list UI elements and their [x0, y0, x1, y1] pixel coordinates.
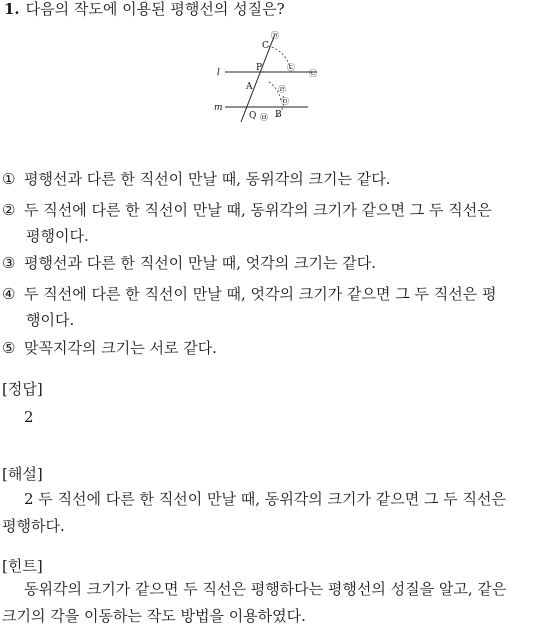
answer-value-row: [2, 404, 532, 431]
construction-diagram: [213, 26, 323, 126]
explanation-title: [해설]: [2, 465, 43, 483]
hint-line2: 크기의 각을 이동하는 작도 방법을 이용하였다.: [2, 607, 306, 625]
transversal-line: [241, 34, 275, 122]
explanation-line2: 평행하다.: [2, 517, 65, 535]
explanation-text: [2, 486, 532, 540]
circle-label-2: ㉡: [309, 69, 317, 78]
circle-label-4: ㉣: [278, 85, 286, 94]
option-5-text: 맞꼭지각의 크기는 서로 같다.: [24, 339, 217, 357]
option-4-text-line2: 행이다.: [26, 311, 75, 329]
circle-label-5: ㉤: [281, 97, 289, 106]
option-4-mark: ④: [2, 285, 16, 303]
label-C: C: [262, 41, 269, 51]
option-1-text: 평행선과 다른 한 직선이 만날 때, 동위각의 크기는 같다.: [24, 170, 391, 188]
question: [4, 0, 285, 18]
option-2-text-line2: 평행이다.: [26, 227, 89, 245]
question-number: 1.: [4, 0, 20, 18]
label-m: m: [214, 103, 223, 113]
explanation-line1: 2 두 직선에 다른 한 직선이 만날 때, 동위각의 크기가 같으면 그 두 직선은: [24, 490, 507, 508]
hint-title: [힌트]: [2, 557, 43, 575]
circle-label-3: ㉢: [287, 63, 295, 72]
option-5-mark: ⑤: [2, 339, 16, 357]
option-4[interactable]: [2, 281, 530, 333]
label-B: B: [275, 110, 282, 120]
option-2-text-line1: 두 직선에 다른 한 직선이 만날 때, 동위각의 크기가 같으면 그 두 직선은: [24, 201, 492, 219]
label-A: A: [246, 82, 253, 92]
option-2[interactable]: [2, 197, 530, 249]
option-1-mark: ①: [2, 170, 16, 188]
answer-value: 2: [24, 408, 34, 426]
circle-label-1: ㉠: [271, 31, 279, 40]
label-Q: Q: [249, 111, 257, 121]
label-l: l: [217, 68, 220, 78]
circle-label-6: ㉥: [260, 113, 268, 122]
option-3-mark: ③: [2, 254, 16, 272]
answer-title: [정답]: [2, 380, 43, 398]
label-P: P: [256, 63, 263, 73]
option-3-text: 평행선과 다른 한 직선이 만날 때, 엇각의 크기는 같다.: [24, 254, 376, 272]
option-2-mark: ②: [2, 201, 16, 219]
option-1[interactable]: [2, 166, 530, 192]
hint-line1: 동위각의 크기가 같으면 두 직선은 평행하다는 평행선의 성질을 알고, 같은: [24, 580, 507, 598]
option-5[interactable]: [2, 335, 530, 361]
construction-figure: [213, 26, 323, 126]
option-3[interactable]: [2, 250, 530, 276]
option-4-text-line1: 두 직선에 다른 한 직선이 만날 때, 엇각의 크기가 같으면 그 두 직선은 평: [24, 285, 497, 303]
question-text: 다음의 작도에 이용된 평행선의 성질은?: [25, 0, 285, 18]
hint-text: [2, 576, 532, 630]
